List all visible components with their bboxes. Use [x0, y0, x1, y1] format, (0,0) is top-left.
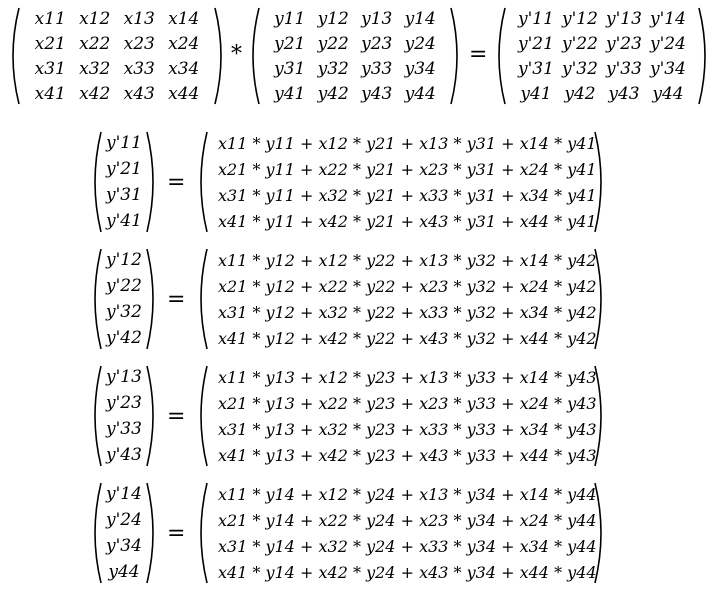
expansion-row: x41 * y14 + x42 * y24 + x43 * y34 + x44 * y44 [218, 562, 597, 582]
equals-operator: = [167, 521, 186, 546]
expansion-vector-2 [194, 247, 608, 351]
left-paren [194, 364, 210, 468]
left-paren [88, 481, 104, 585]
right-paren [592, 481, 608, 585]
matrix-cell: x32 [79, 58, 111, 79]
vector-cell: y'41 [106, 211, 142, 231]
matrix-cell: y24 [404, 33, 436, 54]
matrix-cell: y'13 [606, 8, 642, 29]
matrix-cell: x24 [168, 33, 200, 54]
matrix-cell: y'22 [562, 33, 598, 54]
matrix-cell: x44 [168, 83, 200, 104]
matrix-cell: x21 [34, 33, 66, 54]
expansion-vector-3 [194, 364, 608, 468]
matrix-cell: x42 [79, 83, 111, 104]
column-vector-2 [88, 247, 160, 351]
matrix-cell: y13 [361, 8, 393, 29]
matrix-cell: x11 [34, 8, 66, 29]
expansion-row: x21 * y12 + x22 * y22 + x23 * y32 + x24 * y42 [218, 276, 597, 296]
matrix-cell: x31 [34, 58, 66, 79]
expansion-row: x11 * y14 + x12 * y24 + x13 * y34 + x14 * y44 [218, 484, 597, 504]
matrix-cell: y'33 [606, 58, 642, 79]
vector-cell: y'43 [106, 445, 142, 465]
matrix-cell: x12 [79, 8, 111, 29]
matrix-cell: y'12 [562, 8, 598, 29]
column-vector-1 [88, 130, 160, 234]
multiply-operator: * [231, 42, 242, 67]
left-paren [246, 6, 262, 106]
vector-cell: y44 [108, 562, 140, 582]
matrix-cell: y43 [361, 83, 393, 104]
right-paren [592, 130, 608, 234]
expansion-row: x21 * y11 + x22 * y21 + x23 * y31 + x24 * y41 [218, 159, 597, 179]
matrix-x [6, 6, 228, 106]
matrix-cell: y'11 [518, 8, 554, 29]
vector-cell: y'11 [106, 133, 142, 153]
matrix-cell: x43 [123, 83, 155, 104]
matrix-cell: y'32 [562, 58, 598, 79]
matrix-cell: y34 [404, 58, 436, 79]
matrix-cell: y42 [317, 83, 349, 104]
right-paren [144, 481, 160, 585]
left-paren [88, 130, 104, 234]
matrix-cell: y43 [608, 83, 640, 104]
expansion-row: x41 * y13 + x42 * y23 + x43 * y33 + x44 * y43 [218, 445, 597, 465]
right-paren [592, 364, 608, 468]
matrix-cell: y'23 [606, 33, 642, 54]
matrix-cell: y'21 [518, 33, 554, 54]
right-paren [212, 6, 228, 106]
matrix-cell: y33 [361, 58, 393, 79]
matrix-cell: x33 [123, 58, 155, 79]
expansion-row: x41 * y12 + x42 * y22 + x43 * y32 + x44 * y42 [218, 328, 597, 348]
equals-operator: = [167, 170, 186, 195]
matrix-cell: x14 [168, 8, 200, 29]
equals-operator: = [469, 42, 488, 67]
vector-cell: y'14 [106, 484, 142, 504]
expansion-row: x11 * y11 + x12 * y21 + x13 * y31 + x14 * y41 [218, 133, 597, 153]
matrix-cell: x22 [79, 33, 111, 54]
matrix-cell: y22 [317, 33, 349, 54]
right-paren [144, 130, 160, 234]
left-paren [88, 364, 104, 468]
matrix-cell: y14 [404, 8, 436, 29]
expansion-row: x21 * y13 + x22 * y23 + x23 * y33 + x24 * y43 [218, 393, 597, 413]
matrix-cell: y31 [274, 58, 306, 79]
vector-cell: y'21 [106, 159, 142, 179]
vector-cell: y'34 [106, 536, 142, 556]
expansion-row: x11 * y12 + x12 * y22 + x13 * y32 + x14 * y42 [218, 250, 597, 270]
vector-cell: y'42 [106, 328, 142, 348]
right-paren [592, 247, 608, 351]
left-paren [194, 130, 210, 234]
matrix-cell: x13 [123, 8, 155, 29]
right-paren [448, 6, 464, 106]
expansion-row: x31 * y14 + x32 * y24 + x33 * y34 + x34 * y44 [218, 536, 597, 556]
left-paren [194, 247, 210, 351]
matrix-cell: y44 [404, 83, 436, 104]
matrix-cell: y41 [274, 83, 306, 104]
left-paren [6, 6, 22, 106]
left-paren [194, 481, 210, 585]
matrix-cell: y'31 [518, 58, 554, 79]
matrix-result [492, 6, 712, 106]
matrix-cell: y'24 [650, 33, 686, 54]
expansion-vector-4 [194, 481, 608, 585]
left-paren [88, 247, 104, 351]
expansion-row: x31 * y11 + x32 * y21 + x33 * y31 + x34 * y41 [218, 185, 597, 205]
matrix-cell: x34 [168, 58, 200, 79]
column-vector-3 [88, 364, 160, 468]
matrix-cell: x41 [34, 83, 66, 104]
equals-operator: = [167, 287, 186, 312]
matrix-cell: y11 [274, 8, 306, 29]
matrix-cell: y12 [317, 8, 349, 29]
right-paren [144, 364, 160, 468]
matrix-y [246, 6, 464, 106]
expansion-vector-1 [194, 130, 608, 234]
matrix-cell: y'14 [650, 8, 686, 29]
right-paren [696, 6, 712, 106]
vector-cell: y'23 [106, 393, 142, 413]
expansion-row: x31 * y12 + x32 * y22 + x33 * y32 + x34 * y42 [218, 302, 597, 322]
vector-cell: y'33 [106, 419, 142, 439]
expansion-row: x31 * y13 + x32 * y23 + x33 * y33 + x34 * y43 [218, 419, 597, 439]
vector-cell: y'13 [106, 367, 142, 387]
expansion-row: x21 * y14 + x22 * y24 + x23 * y34 + x24 * y44 [218, 510, 597, 530]
expansion-row: x41 * y11 + x42 * y21 + x43 * y31 + x44 * y41 [218, 211, 597, 231]
matrix-cell: y'34 [650, 58, 686, 79]
matrix-cell: y21 [274, 33, 306, 54]
matrix-cell: y23 [361, 33, 393, 54]
matrix-cell: y32 [317, 58, 349, 79]
matrix-cell: x23 [123, 33, 155, 54]
matrix-cell: y42 [564, 83, 596, 104]
expansion-row: x11 * y13 + x12 * y23 + x13 * y33 + x14 * y43 [218, 367, 597, 387]
left-paren [492, 6, 508, 106]
vector-cell: y'31 [106, 185, 142, 205]
vector-cell: y'12 [106, 250, 142, 270]
matrix-cell: y41 [520, 83, 552, 104]
column-vector-4 [88, 481, 160, 585]
vector-cell: y'32 [106, 302, 142, 322]
right-paren [144, 247, 160, 351]
matrix-cell: y44 [652, 83, 684, 104]
vector-cell: y'22 [106, 276, 142, 296]
equals-operator: = [167, 404, 186, 429]
vector-cell: y'24 [106, 510, 142, 530]
